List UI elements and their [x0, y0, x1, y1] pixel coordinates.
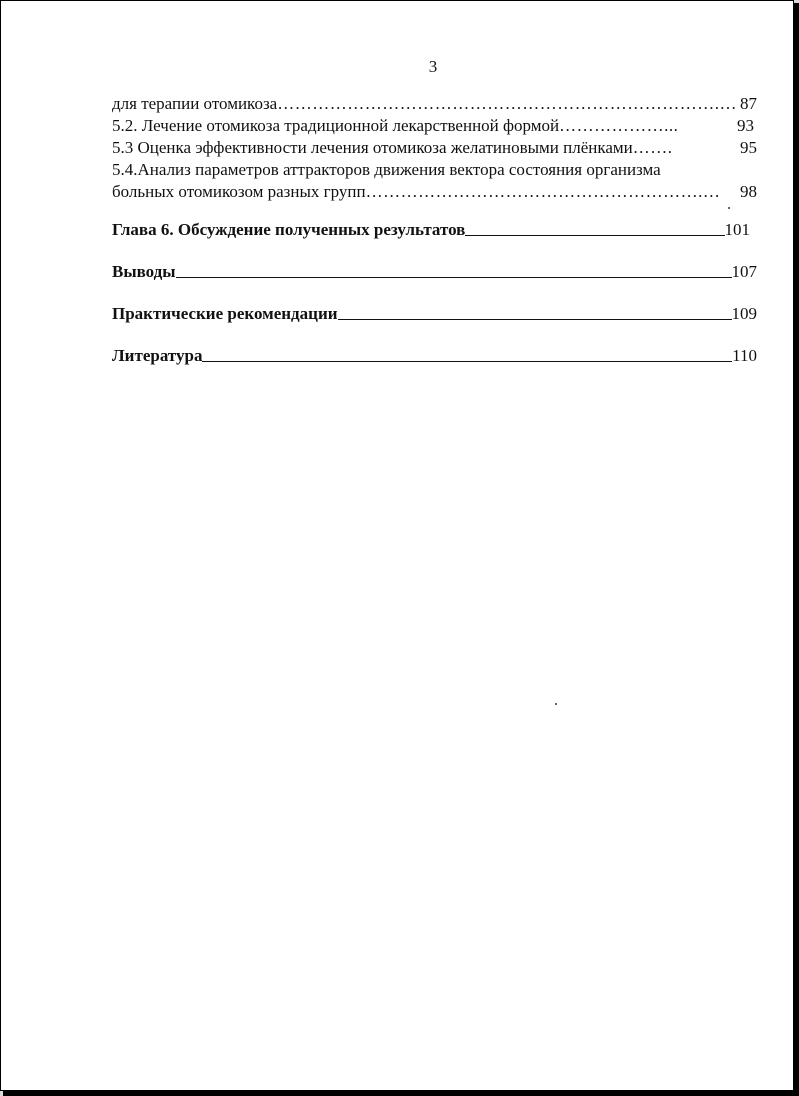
toc-entry-page: 98: [740, 182, 757, 201]
toc-chapter-text: Литература: [112, 346, 203, 365]
toc-entry-leader: ………………………………………………………………….…: [277, 94, 737, 113]
toc-chapter: [112, 219, 750, 241]
toc-entry: [112, 181, 757, 203]
toc-entry: [112, 115, 754, 137]
toc-chapter-page: 107: [731, 262, 757, 281]
toc-entry-leader: ………………...: [559, 116, 679, 135]
toc-entry-text: больных отомикозом разных групп: [112, 182, 366, 201]
toc-entry: [112, 93, 757, 115]
toc-chapter: [112, 261, 757, 283]
toc-entry-text: 5.2. Лечение отомикоза традиционной лекарственной формой: [112, 116, 560, 135]
scan-speck: [728, 207, 730, 209]
toc-entry-leader: …….: [632, 138, 673, 157]
toc-chapter-text: Глава 6. Обсуждение полученных результатов: [112, 220, 466, 239]
toc-chapter-underline: [465, 220, 724, 236]
toc-chapter-page: 101: [724, 220, 750, 239]
toc-entry: [112, 137, 757, 159]
toc-chapter-page: 110: [732, 346, 757, 365]
toc-entry-page: 93: [737, 116, 754, 135]
toc-chapter: [112, 345, 757, 367]
toc-chapter-underline: [176, 262, 732, 278]
scan-speck: [555, 703, 557, 705]
toc-chapter-underline: [338, 304, 732, 320]
toc-chapter-text: Практические рекомендации: [112, 304, 338, 323]
toc-entry-text: для терапии отомикоза: [112, 94, 278, 113]
page-number: 3: [428, 57, 438, 76]
toc-chapter-page: 109: [731, 304, 757, 323]
toc-entry-page: 95: [740, 138, 757, 157]
toc-entry-text: 5.4.Анализ параметров аттракторов движения вектора состояния организма: [112, 160, 661, 179]
page-shadow-right: [794, 3, 799, 1096]
toc-entry-leader: ………………………………………………….…: [365, 182, 721, 201]
toc-entry-text: 5.3 Оценка эффективности лечения отомикоза желатиновыми плёнками: [112, 138, 633, 157]
page-shadow-bottom: [3, 1091, 799, 1096]
toc-chapter-text: Выводы: [112, 262, 176, 281]
toc-entry-page: 87: [740, 94, 757, 113]
toc-entry: [112, 159, 757, 181]
toc-chapter-underline: [202, 346, 732, 362]
toc-chapter: [112, 303, 757, 325]
